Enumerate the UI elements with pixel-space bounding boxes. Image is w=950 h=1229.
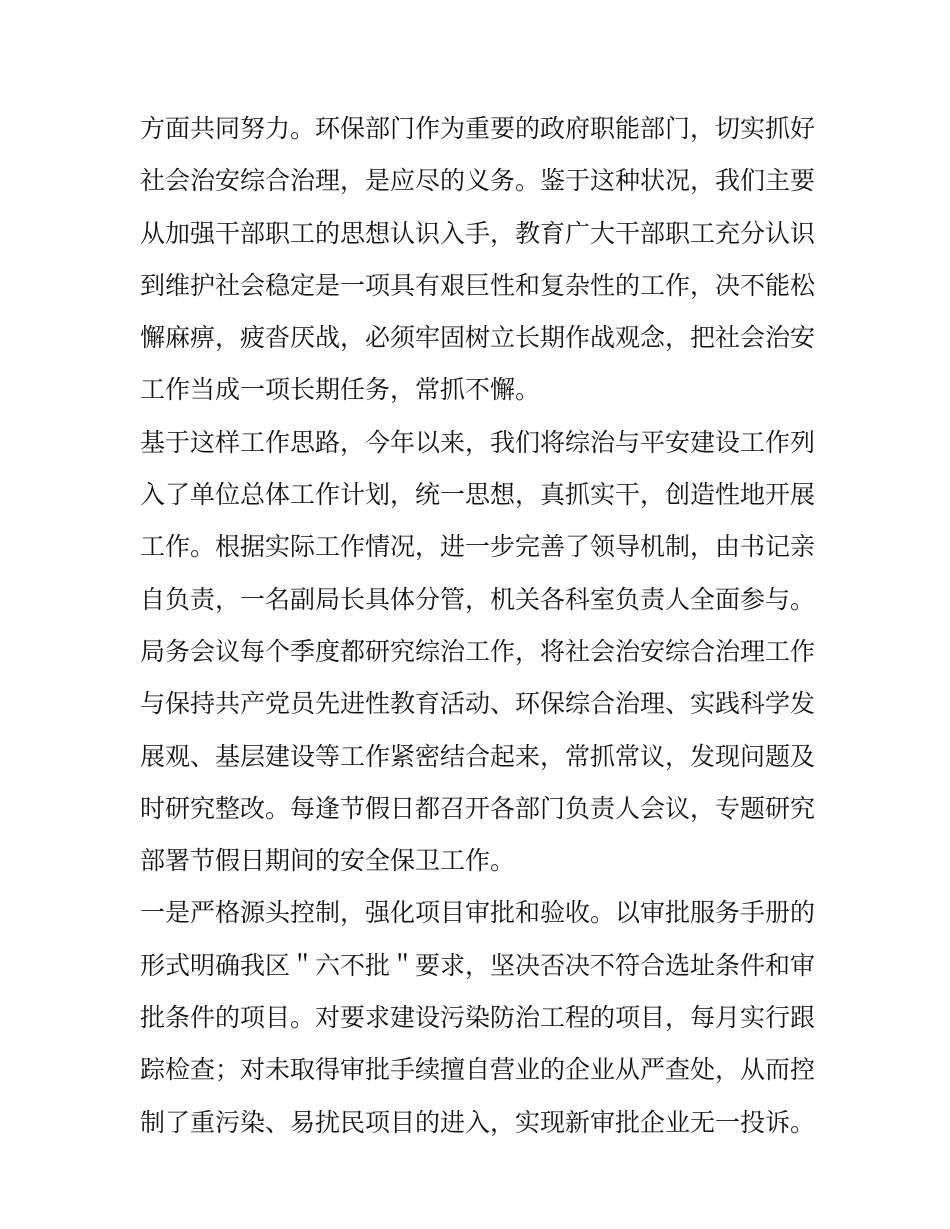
text-line: 社会治安综合治理，是应尽的义务。鉴于这种状况，我们主要 — [140, 166, 816, 196]
text-line: 基于这样工作思路，今年以来，我们将综治与平安建设工作列 — [140, 427, 816, 457]
text-line: 展观、基层建设等工作紧密结合起来，常抓常议，发现问题及 — [140, 741, 816, 771]
text-line: 懈麻痹，疲沓厌战，必须牢固树立长期作战观念，把社会治安 — [140, 323, 816, 353]
text-line: 工作当成一项长期任务，常抓不懈。 — [140, 375, 541, 405]
text-line: 自负责，一名副局长具体分管，机关各科室负责人全面参与。 — [140, 584, 816, 614]
text-line: 批条件的项目。对要求建设污染防治工程的项目，每月实行跟 — [140, 1003, 816, 1033]
text-line: 局务会议每个季度都研究综治工作，将社会治安综合治理工作 — [140, 636, 816, 666]
text-line: 踪检查；对未取得审批手续擅自营业的企业从严查处，从而控 — [140, 1055, 816, 1085]
text-line: 方面共同努力。环保部门作为重要的政府职能部门，切实抓好 — [140, 114, 816, 143]
text-line: 与保持共产党员先进性教育活动、环保综合治理、实践科学发 — [140, 689, 816, 719]
text-line: 到维护社会稳定是一项具有艰巨性和复杂性的工作，决不能松 — [140, 270, 816, 300]
text-line: 一是严格源头控制，强化项目审批和验收。以审批服务手册的 — [140, 898, 816, 928]
text-line: 工作。根据实际工作情况，进一步完善了领导机制，由书记亲 — [140, 532, 816, 562]
text-line: 从加强干部职工的思想认识入手，教育广大干部职工充分认识 — [140, 218, 816, 248]
text-line: 制了重污染、易扰民项目的进入，实现新审批企业无一投诉。 — [140, 1107, 816, 1137]
text-line: 时研究整改。每逢节假日都召开各部门负责人会议，专题研究 — [140, 793, 816, 823]
text-line: 形式明确我区＂六不批＂要求，坚决否决不符合选址条件和审 — [140, 950, 816, 980]
text-line: 部署节假日期间的安全保卫工作。 — [140, 846, 516, 876]
text-line: 入了单位总体工作计划，统一思想，真抓实干，创造性地开展 — [140, 480, 816, 510]
document-body — [140, 103, 820, 1149]
